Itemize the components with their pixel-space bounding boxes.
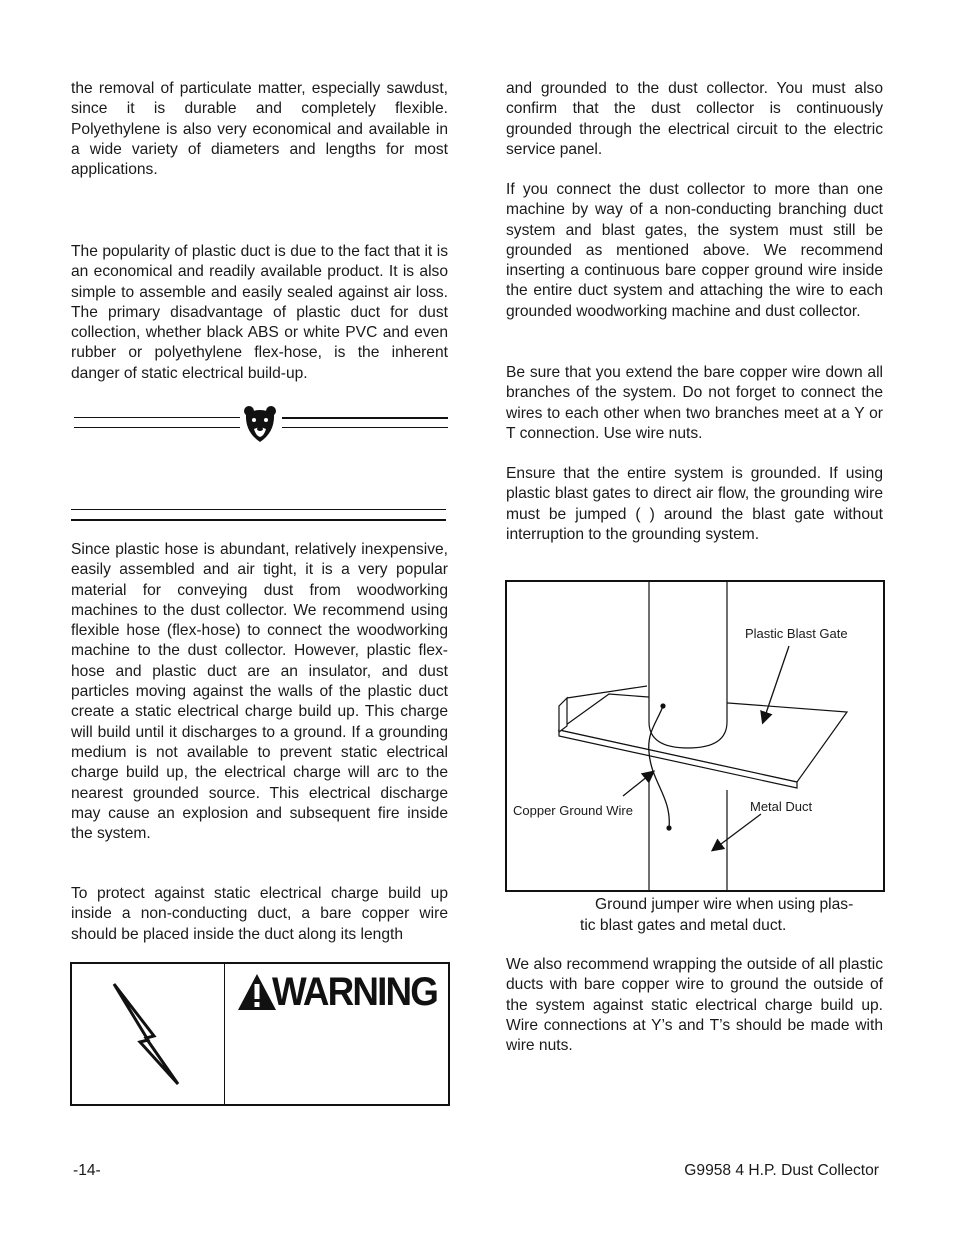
figure-caption: [578, 894, 883, 936]
right-paragraph-5: We also recommend wrapping the outside of all plastic ducts with bare copper wire to ground the outside of the system against static electrical charge build up. Wire connections at Y’s and T’s should be made with wire nuts.: [506, 956, 883, 1055]
section-rule-top: [71, 509, 446, 510]
bear-head-logo-icon: [242, 404, 278, 444]
warning-box: [70, 962, 450, 1106]
label-copper-ground-wire: Copper Ground Wire: [513, 803, 633, 818]
section-rule-bottom: [71, 519, 446, 521]
label-plastic-blast-gate: Plastic Blast Gate: [745, 626, 848, 641]
page-number: -14-: [73, 1162, 101, 1179]
right-paragraph-4: Ensure that the entire system is grounded. If using plastic blast gates to direct air flow, the grounding wire must be jumped ( ) around the blast gate without interruption to the grounding system.: [506, 465, 883, 543]
left-paragraph-2: The popularity of plastic duct is due to the fact that it is an economical and readily available product. It is also simple to assemble and easily sealed against air loss. The primary disadvantage of plastic duct for dust collection, whether black ABS or white PVC and even rubber or polyethylene flex-hose, is the inherent danger of static electrical build-up.: [71, 243, 448, 382]
left-paragraph-1: the removal of particulate matter, especially sawdust, since it is durable and completely flexible. Polyethylene is also very economical and available in a wide variety of diameters and lengths for most applications.: [71, 80, 448, 179]
label-metal-duct: Metal Duct: [750, 799, 813, 814]
left-paragraph-4: To protect against static electrical charge build up inside a non-conducting duct, a bare copper wire should be placed inside the duct along its length: [71, 885, 448, 943]
right-paragraph-2: If you connect the dust collector to more than one machine by way of a non-conducting branching duct system and blast gates, the system must still be grounded as mentioned above. We recommend inserting a continuous bare copper ground wire inside the entire duct system and attaching the wire to each grounded woodworking machine and dust collector.: [506, 181, 883, 320]
footer-product-name: G9958 4 H.P. Dust Collector: [684, 1162, 879, 1179]
warning-title: WARNING: [272, 970, 437, 1014]
caption-line-1: Ground jumper wire when using plas-: [595, 896, 854, 913]
left-paragraph-3: Since plastic hose is abundant, relatively inexpensive, easily assembled and air tight, it is a very popular material for conveying dust from woodworking machines to the dust collector. We recommend using flexible hose (flex-hose) to connect the woodworking machine to the dust collector. However, plastic flex-hose and plastic duct are an insulator, and dust particles moving against the walls of the plastic duct create a static electrical charge build up. This charge will build until it discharges to a ground. If a grounding medium is not available to prevent static electrical charge build up, the electrical charge will arc to the nearest grounded source. This electrical discharge may cause an explosion and subsequent fire inside the system.: [71, 541, 448, 843]
caption-line-2: tic blast gates and metal duct.: [580, 917, 787, 934]
right-paragraph-1: and grounded to the dust collector. You must also confirm that the dust collector is continuously grounded through the electrical circuit to the electric service panel.: [506, 80, 883, 158]
right-paragraph-3: Be sure that you extend the bare copper wire down all branches of the system. Do not forget to connect the wires to each other when two branches meet at a Y or T connection. Use wire nuts.: [506, 364, 883, 442]
lightning-bolt-icon: [110, 980, 182, 1088]
figure-box: [505, 580, 885, 892]
